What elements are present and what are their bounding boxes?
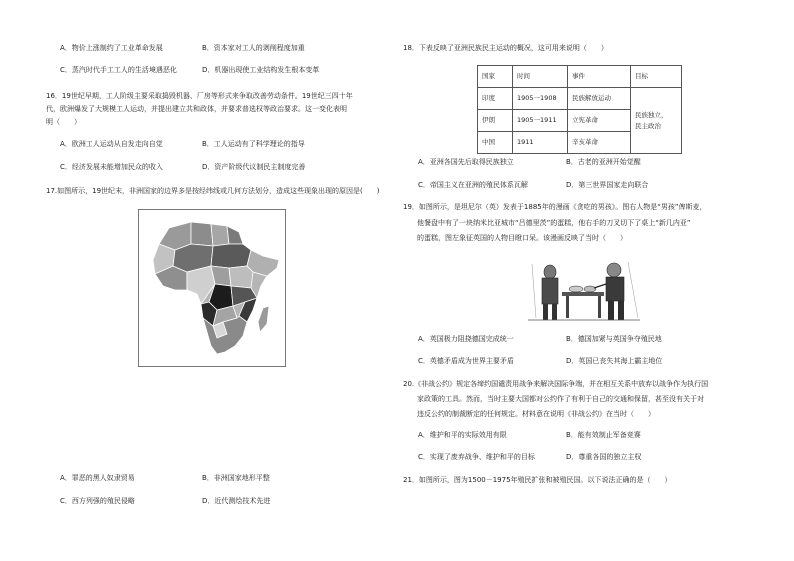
q20-stem-line-3: 违反公约的制裁断定的任何规定。材料意在说明《非战公约》在当时（ ） [417,410,655,418]
q18-stem: 18．下表反映了亚洲民族民主运动的概况，这可用来说明（ ） [403,44,608,52]
table-cell: 1905一1911 [513,110,568,132]
q18-table [477,65,682,154]
q20-option-a: A．维护和平的实际效用有限 [418,431,507,439]
table-goal-cell [631,88,682,154]
africa-map-figure [138,209,286,367]
table-cell: 1911 [513,132,568,154]
q19-option-c: C．英德矛盾成为世界主要矛盾 [418,357,514,365]
table-row [478,88,682,110]
q19-stem-line-3: 的蛋糕，图左象征英国的人物目瞪口呆。该漫画反映了当时（ ） [417,234,627,242]
q18-option-c: C．帝国主义在亚洲的殖民体系瓦解 [418,181,528,189]
q19-option-a: A．英国极力阻挠德国完成统一 [418,335,514,343]
table-header-cell: 事件 [568,66,631,88]
table-header-cell: 时间 [513,66,568,88]
goal-line-1: 民族独立， [635,111,668,120]
q17-option-c: C．西方列强的殖民侵略 [60,497,135,505]
q16-stem-line-3: 明（ ） [46,118,81,126]
q15-option-c: C．蒸汽时代手工工人的生活境遇恶化 [60,66,177,74]
table-cell: 立宪革命 [568,110,631,132]
q17-stem: 17.如图所示，19世纪末，非洲国家的边界多是按经纬线或几何方法划分，造成这些现象出现的原因是( ) [46,187,380,195]
table-header-row [478,66,682,88]
q15-option-d: D．机器出现使工业结构发生根本变革 [202,66,320,74]
q20-stem-line-1: 20.《非战公约》规定各缔约国谴责用战争来解决国际争端，并在相互关系中放弃以战争作为执行国 [403,380,709,388]
q19-stem-line-2: 他餐盘中有了一块纳米比亚城市“吕德里茨”的蛋糕，他右手的刀叉切下了桌上“新几内亚” [417,219,691,227]
table-cell: 民族解放运动 [568,88,631,110]
q19-option-d: D．英国已丧失其海上霸主地位 [566,357,663,365]
q18-option-b: B．古老的亚洲开始觉醒 [566,158,641,166]
table-header-cell: 国家 [478,66,513,88]
goal-line-2: 民主政治 [635,121,661,130]
madagascar-shape [258,306,269,332]
table-cell: 中国 [478,132,513,154]
q21-stem: 21．如图所示，图为1500－1975年殖民扩张和被殖民国。以下说法正确的是（ ） [403,476,672,484]
table-cell: 1905一1908 [513,88,568,110]
q19-option-b: B．德国加紧与英国争夺殖民地 [566,335,662,343]
q17-option-d: D．近代测绘技术先进 [202,497,271,505]
q17-option-a: A．罪恶的黑人奴隶贸易 [60,474,135,482]
q15-option-a: A．物价上涨制约了工业革命发展 [60,44,163,52]
q15-option-b: B．资本家对工人的剥削程度加重 [202,44,305,52]
q18-option-a: A．亚洲各国先后取得民族独立 [418,158,514,166]
q20-option-c: C．实现了废弃战争、维护和平的目标 [418,453,535,461]
q20-option-d: D．尊重各国的独立主权 [566,453,642,461]
q16-option-c: C．经济发展未能增加民众的收入 [60,163,163,171]
table-header-cell: 目标 [631,66,682,88]
q20-stem-line-2: 家政策的工具。然而，当时主要大国都对公约作了有利于自己的交通和保留，甚至没有关于对 [417,395,704,403]
q16-option-b: B．工人运动有了科学理论的指导 [202,140,305,148]
q19-cartoon-illustration [528,258,640,324]
q16-option-d: D．资产阶级代议制民主制度完善 [202,163,306,171]
table-cell: 印度 [478,88,513,110]
q16-stem-line-1: 16．19世纪早期，工人阶级主要采取捣毁机器、厂房等形式来争取改善劳动条件。19世纪三四十年 [46,92,353,100]
q17-option-b: B．非洲国家地形平整 [202,474,270,482]
q18-option-d: D．第三世界国家走向联合 [566,181,649,189]
q16-stem-line-2: 代，欧洲爆发了大规模工人运动，并提出建立共和政体，并要求普选权等政治要求。这一变化表明 [46,105,347,113]
africa-map-image [139,210,285,366]
table-cell: 伊朗 [478,110,513,132]
q16-option-a: A．欧洲工人运动从自发走向自觉 [60,140,163,148]
q19-stem-line-1: 19．如图所示，是坦尼尔（英）发表于1885年的漫画《贪吃的男孩》。图右人物是“男孩”俾斯麦， [403,203,707,211]
table-cell: 辛亥革命 [568,132,631,154]
q20-option-b: B．能有效制止军备竞赛 [566,431,641,439]
